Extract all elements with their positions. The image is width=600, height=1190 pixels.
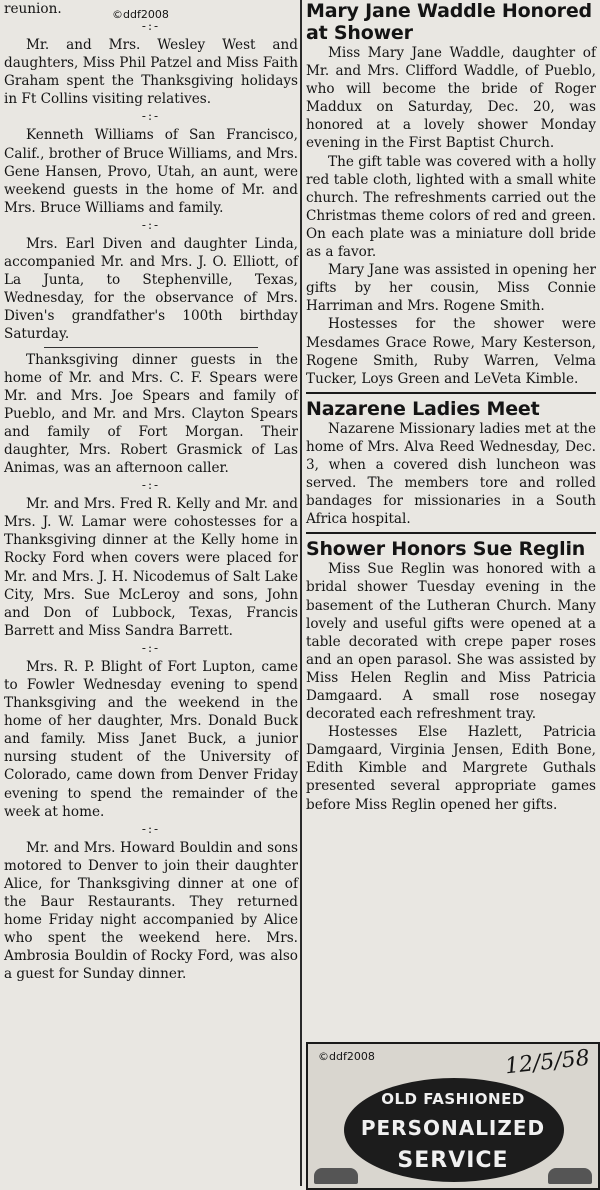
story-rule — [306, 392, 596, 394]
column-rule — [300, 0, 302, 1186]
item-divider: -:- — [141, 478, 161, 493]
watermark-top: ©ddf2008 — [112, 8, 169, 21]
reglin-paragraph: Miss Sue Reglin was honored with a bridal shower Tuesday evening in the basement of the Lutheran Church. Many lovely and useful gifts were opened at a table decorated with crepe paper roses and an open parasol. She was assisted by Miss Helen Reglin and Miss Patricia Damgaard. A small rose nosegay decorated each refreshment tray. — [306, 561, 596, 723]
ad-line-personalized: PERSONALIZED — [360, 1116, 546, 1140]
item-divider: -:- — [141, 821, 161, 836]
item-divider: -:- — [141, 19, 161, 34]
handwritten-date: 12/5/58 — [504, 1045, 592, 1080]
item-divider: -:- — [141, 109, 161, 124]
williams-guests-item: Kenneth Williams of San Francisco, Calif., brother of Bruce Williams, and Mrs. Gene Hansen, Provo, Utah, an aunt, were weekend guests in the home of Mr. and Mrs. Bruce Williams and family. — [4, 127, 298, 216]
personalized-service-ad — [306, 1042, 600, 1190]
watermark-ad: ©ddf2008 — [318, 1050, 375, 1063]
nazarene-headline: Nazarene Ladies Meet — [306, 397, 540, 420]
ad-line-old-fashioned: OLD FASHIONED — [381, 1090, 525, 1108]
waddle-paragraph: The gift table was covered with a holly red table cloth, lighted with a small white church. The refreshments carried out the Christmas theme colors of red and green. On each plate was a miniature doll bride as a favor. — [306, 153, 596, 261]
reglin-headline: Shower Honors Sue Reglin — [306, 538, 586, 561]
item-divider: -:- — [141, 217, 161, 232]
blight-visit-item: Mrs. R. P. Blight of Fort Lupton, came to Fowler Wednesday evening to spend Thanksgiving and the weekend in the home of her daughter, Mrs. Donald Buck and family. Miss Janet Buck, a junior nursing student of the University of Colorado, came down from Denver Friday evening to spend the remainder of the week at home. — [4, 658, 298, 820]
bouldin-denver-item: Mr. and Mrs. Howard Bouldin and sons motored to Denver to join their daughter Alice, for Thanksgiving dinner at one of the Baur Restaurants. They returned home Friday night accompanied by Alice who spent the weekend here. Mrs. Ambrosia Bouldin of Rocky Ford, was also a guest for Sunday dinner. — [4, 839, 298, 983]
spears-thanksgiving-item: Thanksgiving dinner guests in the home of Mr. and Mrs. C. F. Spears were Mr. and Mrs. Joe Spears and family of Pueblo, and Mr. and Mrs. Clayton Spears and family of Fort Morgan. Their daughter, Mrs. Robert Grasmick of Las Animas, was an afternoon caller. — [4, 351, 298, 477]
nazarene-paragraph: Nazarene Missionary ladies met at the home of Mrs. Alva Reed Wednesday, Dec. 3, when a covered dish luncheon was served. The members tore and rolled bandages for missionaries in a South Africa hospital. — [306, 420, 596, 528]
diven-texas-item: Mrs. Earl Diven and daughter Linda, accompanied Mr. and Mrs. J. O. Elliott, of La Junta, to Stephenville, Texas, Wednesday, for the observance of Mrs. Diven's grandfather's 100th birthday Saturday. — [4, 235, 298, 343]
car-icon — [314, 1168, 358, 1184]
car-icon — [548, 1168, 592, 1184]
waddle-paragraph: Hostesses for the shower were Mesdames Grace Rowe, Mary Kesterson, Rogene Smith, Ruby Warren, Velma Tucker, Loys Green and LeVeta Kimble. — [306, 316, 596, 387]
waddle-paragraph: Miss Mary Jane Waddle, daughter of Mr. and Mrs. Clifford Waddle, of Pueblo, who will become the bride of Roger Maddux on Saturday, Dec. 20, was honored at a lovely shower Monday evening in the First Baptist Church. — [306, 45, 596, 152]
right-column — [306, 0, 596, 814]
reunion-fragment: reunion. — [4, 1, 62, 17]
ad-line-service: SERVICE — [397, 1148, 509, 1173]
waddle-headline: Mary Jane Waddle Honored at Shower — [306, 0, 592, 44]
divider-rule — [44, 347, 258, 348]
left-column — [4, 0, 298, 984]
item-divider: -:- — [141, 640, 161, 655]
waddle-paragraph: Mary Jane was assisted in opening her gifts by her cousin, Miss Connie Harriman and Mrs. Rogene Smith. — [306, 262, 596, 315]
story-rule — [306, 532, 596, 534]
kelly-dinner-item: Mr. and Mrs. Fred R. Kelly and Mr. and Mrs. J. W. Lamar were cohostesses for a Thanksgiving dinner at the Kelly home in Rocky Ford when covers were placed for Mr. and Mrs. J. H. Nicodemus of Salt Lake City, Mrs. Sue McLeroy and sons, John and Don of Lubbock, Texas, Francis Barrett and Miss Sandra Barrett. — [4, 496, 298, 639]
west-family-item: Mr. and Mrs. Wesley West and daughters, Miss Phil Patzel and Miss Faith Graham spent the Thanksgiving holidays in Ft Collins visiting relatives. — [4, 37, 298, 108]
reglin-paragraph: Hostesses Else Hazlett, Patricia Damgaard, Virginia Jensen, Edith Bone, Edith Kimble and Margrete Guthals presented several appropriate games before Miss Reglin opened her gifts. — [306, 724, 596, 813]
